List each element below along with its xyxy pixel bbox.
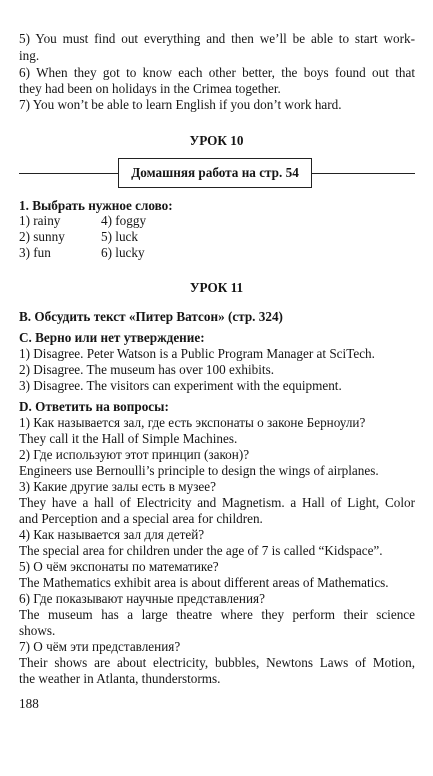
page-number: 188 [19,696,39,711]
d-answer-6b: shows. [19,623,56,638]
d-answer-3b: and Perception and a special area for children. [19,511,263,526]
rule-left [19,173,118,174]
word-4: 4) foggy [101,213,147,228]
d-question-1: 1) Как называется зал, где есть экспонаты о законе Берноули? [19,415,366,430]
d-answer-6a: The museum has a large theatre where they perform their science [19,607,415,622]
section-d-title: D. Ответить на вопросы: [19,399,169,414]
homework-box: Домашняя работа на стр. 54 [118,158,312,188]
c-item-3: 3) Disagree. The visitors can experiment with the equipment. [19,378,342,393]
answer-line-6a: 6) When they got to know each other better, the boys found out that [19,65,415,80]
word-2: 2) sunny [19,229,65,244]
word-1: 1) rainy [19,213,61,228]
word-3: 3) fun [19,245,51,260]
d-question-4: 4) Как называется зал для детей? [19,527,205,542]
d-answer-4: The special area for children under the age of 7 is called “Kidspace”. [19,543,383,558]
section-c-title: C. Верно или нет утверждение: [19,330,205,345]
task-1-title: 1. Выбрать нужное слово: [19,198,173,213]
rule-right [312,173,415,174]
d-question-3: 3) Какие другие залы есть в музее? [19,479,216,494]
lesson-11-title: УРОК 11 [189,280,244,295]
d-question-2: 2) Где используют этот принцип (закон)? [19,447,250,462]
word-5: 5) luck [101,229,138,244]
d-question-5: 5) О чём экспонаты по математике? [19,559,219,574]
d-answer-1: They call it the Hall of Simple Machines. [19,431,238,446]
word-6: 6) lucky [101,245,145,260]
answer-line-5a: 5) You must find out everything and then we’ll be able to start work- [19,31,415,46]
d-question-6: 6) Где показывают научные представления? [19,591,265,606]
section-b-title: B. Обсудить текст «Питер Ватсон» (стр. 324) [19,309,283,324]
c-item-2: 2) Disagree. The museum has over 100 exhibits. [19,362,275,377]
d-answer-3a: They have a hall of Electricity and Magnetism. a Hall of Light, Color [19,495,415,510]
d-answer-7b: the weather in Atlanta, thunderstorms. [19,671,221,686]
answer-line-6b: they had been on holidays in the Crimea together. [19,81,281,96]
d-answer-2: Engineers use Bernoulli’s principle to design the wings of airplanes. [19,463,379,478]
d-question-7: 7) О чём эти представления? [19,639,181,654]
c-item-1: 1) Disagree. Peter Watson is a Public Program Manager at SciTech. [19,346,375,361]
answer-line-5b: ing. [19,48,40,63]
d-answer-7a: Their shows are about electricity, bubbles, Newtons Laws of Motion, [19,655,415,670]
answer-line-7: 7) You won’t be able to learn English if you don’t work hard. [19,97,342,112]
d-answer-5: The Mathematics exhibit area is about different areas of Mathematics. [19,575,389,590]
lesson-10-title: УРОК 10 [189,133,244,148]
